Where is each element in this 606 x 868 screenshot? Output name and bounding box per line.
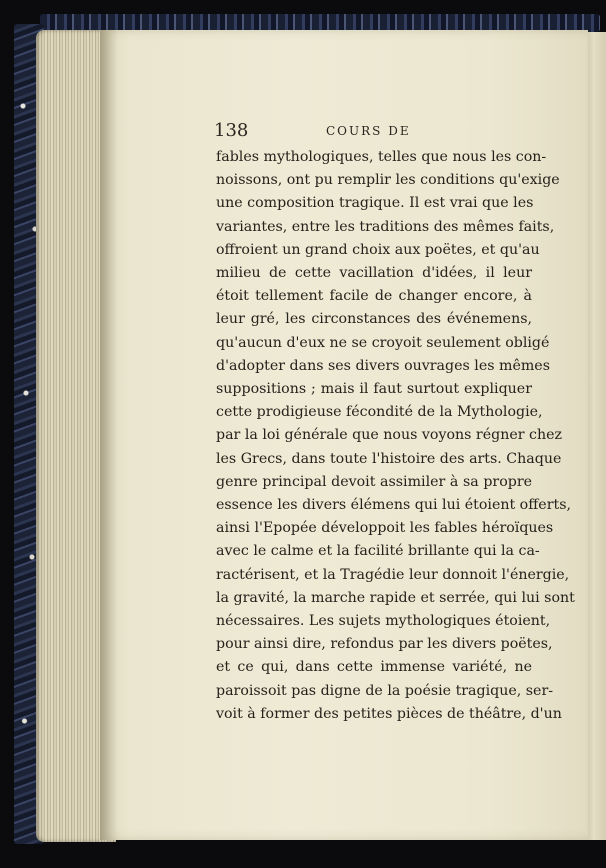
text-line: d'adopter dans ses divers ouvrages les mêmes	[216, 357, 550, 374]
text-line: une composition tragique. Il est vrai que les	[216, 195, 534, 212]
facing-page-edge	[586, 32, 606, 840]
text-line: leur gré, les circonstances des événemens,	[216, 311, 532, 328]
gutter-shadow	[100, 30, 118, 840]
running-head: COURS DE	[326, 124, 411, 138]
text-line: par la loi générale que nous voyons régner chez	[216, 427, 562, 444]
text-line: pour ainsi dire, refondus par les divers poëtes,	[216, 636, 553, 653]
text-line: nécessaires. Les sujets mythologiques étoient,	[216, 613, 551, 630]
text-line: variantes, entre les traditions des mêmes faits,	[216, 218, 555, 235]
text-line: et ce qui, dans cette immense variété, ne	[216, 659, 532, 676]
text-line: la gravité, la marche rapide et serrée, qui lui sont	[216, 589, 575, 606]
text-line: voit à former des petites pièces de théâtre, d'un	[216, 705, 562, 722]
page-number: 138	[214, 120, 249, 141]
text-line: ainsi l'Epopée développoit les fables héroïques	[216, 520, 554, 537]
page-header	[214, 118, 534, 144]
text-line: les Grecs, dans toute l'histoire des arts. Chaque	[216, 450, 562, 467]
text-line: milieu de cette vacillation d'idées, il leur	[216, 265, 532, 282]
text-line: qu'aucun d'eux ne se croyoit seulement obligé	[216, 334, 550, 351]
text-line: fables mythologiques, telles que nous les con-	[216, 149, 547, 165]
text-line: noissons, ont pu remplir les conditions qu'exige	[216, 172, 560, 189]
text-line: genre principal devoit assimiler à sa propre	[216, 473, 532, 490]
text-line: essence les divers élémens qui lui étoient offerts,	[216, 497, 571, 514]
text-line: offroient un grand choix aux poëtes, et qu'au	[216, 241, 540, 258]
text-line: cette prodigieuse fécondité de la Mythologie,	[216, 404, 543, 421]
text-line: avec le calme et la facilité brillante qui la ca-	[216, 543, 540, 560]
text-line: paroissoit pas digne de la poésie tragique, ser-	[216, 682, 554, 699]
text-line: suppositions ; mais il faut surtout expliquer	[216, 381, 532, 398]
text-line: ractérisent, et la Tragédie leur donnoit l'énergie,	[216, 566, 570, 583]
text-line: étoit tellement facile de changer encore, à	[216, 288, 532, 305]
body-text	[216, 146, 575, 726]
